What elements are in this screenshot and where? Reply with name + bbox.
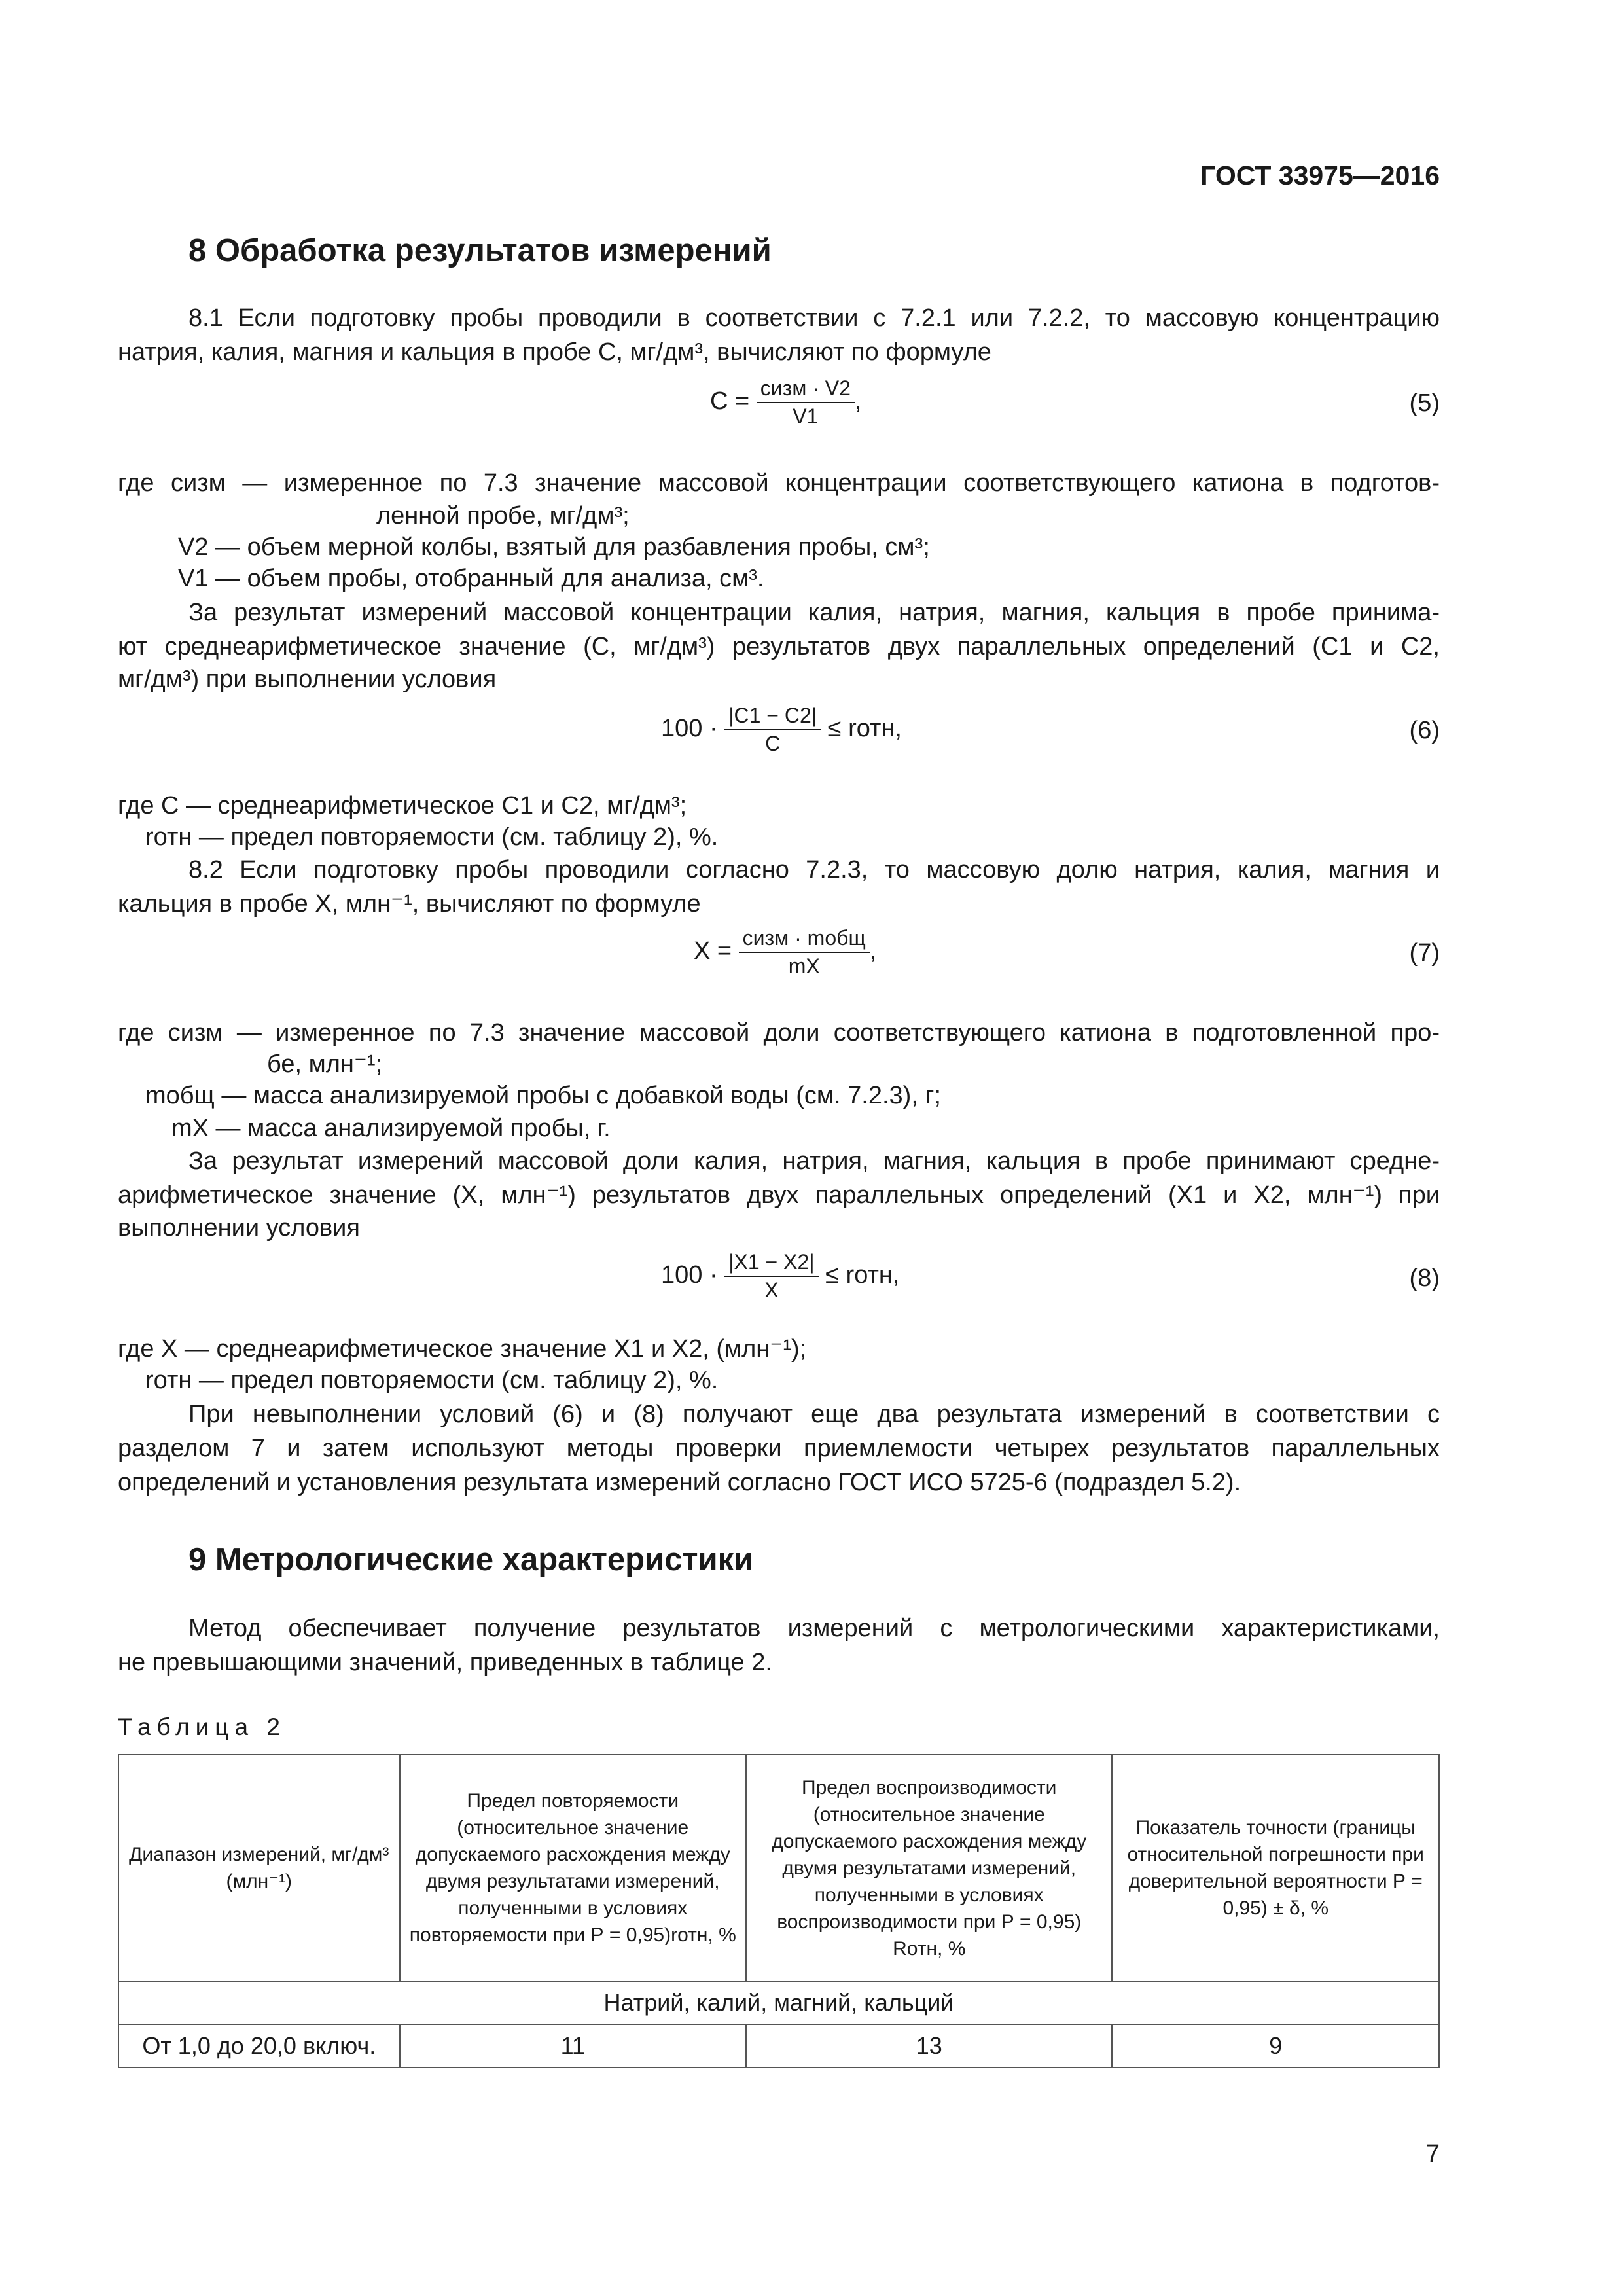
section-9-title: 9 Метрологические характеристики: [188, 1542, 754, 1577]
formula-7-lhs: X =: [694, 937, 732, 965]
table-2-caption: Таблица 2: [118, 1713, 286, 1740]
formula-8-denominator: X: [764, 1278, 779, 1302]
result-share-line-1: За результат измерений массовой доли калия, натрия, магния, кальция в пробе принимают средне-: [188, 1147, 1440, 1175]
paragraph-8-1-line-1: 8.1 Если подготовку пробы проводили в соответствии с 7.2.1 или 7.2.2, то массовую концентрацию: [188, 304, 1440, 332]
section-9-paragraph-line-2: не превышающими значений, приведенных в таблице 2.: [118, 1649, 772, 1676]
header-accuracy: Показатель точности (границы относительной погрешности при доверительной вероятности Р = 0,95) ± δ, %: [1112, 1755, 1439, 1981]
where-5-line-3: V2 — объем мерной колбы, взятый для разбавления пробы, см³;: [178, 533, 930, 561]
formula-5-numerator: cизм · V2: [757, 376, 855, 403]
failure-line-3: определений и установления результата измерений согласно ГОСТ ИСО 5725-6 (подраздел 5.2).: [118, 1469, 1241, 1496]
formula-6-lhs: 100 ·: [661, 715, 718, 743]
where-5-line-2: ленной пробе, мг/дм³;: [376, 502, 630, 529]
table-group-row: [118, 1981, 1439, 2024]
formula-8-lhs: 100 ·: [661, 1261, 718, 1289]
table-row: [118, 2024, 1439, 2068]
cell-range: От 1,0 до 20,0 включ.: [118, 2024, 400, 2068]
formula-8: [661, 1250, 899, 1302]
where-7-line-3: mобщ — масса анализируемой пробы с добавкой воды (см. 7.2.3), г;: [145, 1082, 941, 1109]
formula-5: [710, 376, 861, 429]
where-5-line-4: V1 — объем пробы, отобранный для анализа, см³.: [178, 565, 764, 592]
formula-8-rhs: ≤ rотн,: [825, 1261, 900, 1289]
paragraph-8-2-line-1: 8.2 Если подготовку пробы проводили согласно 7.2.3, то массовую долю натрия, калия, магния и: [188, 856, 1440, 884]
table-header-row: [118, 1755, 1439, 1981]
equation-number-7: (7): [1409, 939, 1440, 967]
equation-number-6: (6): [1409, 717, 1440, 744]
paragraph-8-1-line-2: натрия, калия, магния и кальция в пробе С, мг/дм³, вычисляют по формуле: [118, 338, 991, 366]
group-label: Натрий, калий, магний, кальций: [118, 1981, 1439, 2024]
result-conc-line-1: За результат измерений массовой концентрации калия, натрия, магния, кальция в пробе принима-: [188, 599, 1440, 626]
metrology-table: [118, 1754, 1440, 2068]
result-share-line-2: арифметическое значение (Х, млн⁻¹) результатов двух параллельных определений (Х1 и Х2, млн⁻¹) при: [118, 1181, 1440, 1209]
formula-7: [694, 926, 876, 978]
failure-line-2: разделом 7 и затем используют методы проверки приемлемости четырех результатов параллельных: [118, 1435, 1440, 1462]
formula-6: [661, 704, 902, 756]
where-6-line-1: где С — среднеарифметическое С1 и С2, мг/дм³;: [118, 792, 687, 819]
formula-5-denominator: V1: [793, 404, 819, 428]
formula-6-denominator: C: [765, 732, 781, 755]
section-9-paragraph-line-1: Метод обеспечивает получение результатов измерений с метрологическими характеристиками,: [188, 1615, 1440, 1642]
equation-number-8: (8): [1409, 1265, 1440, 1292]
where-6-line-2: rотн — предел повторяемости (см. таблицу 2), %.: [145, 823, 719, 851]
result-conc-line-3: мг/дм³) при выполнении условия: [118, 666, 497, 693]
section-8-title: 8 Обработка результатов измерений: [188, 233, 772, 268]
result-conc-line-2: ют среднеарифметическое значение (С, мг/дм³) результатов двух параллельных определений (С1 и С2,: [118, 633, 1440, 660]
formula-6-rhs: ≤ rотн,: [827, 715, 902, 743]
formula-5-tail: ,: [854, 387, 862, 416]
where-8-line-2: rотн — предел повторяемости (см. таблицу 2), %.: [145, 1367, 719, 1394]
where-7-line-2: бе, млн⁻¹;: [267, 1050, 383, 1078]
cell-reproducibility: 13: [746, 2024, 1113, 2068]
equation-number-5: (5): [1409, 389, 1440, 417]
where-5-line-1: где cизм — измеренное по 7.3 значение массовой концентрации соответствующего катиона в подготов-: [118, 469, 1440, 497]
result-share-line-3: выполнении условия: [118, 1214, 360, 1242]
formula-5-lhs: С =: [710, 387, 750, 416]
where-8-line-1: где Х — среднеарифметическое значение Х1 и Х2, (млн⁻¹);: [118, 1335, 807, 1363]
paragraph-8-2-line-2: кальция в пробе Х, млн⁻¹, вычисляют по формуле: [118, 890, 701, 918]
header-repeatability: Предел повторяемости (относительное значение допускаемого расхождения между двумя результатами измерений, полученными в условиях повторяемости при Р = 0,95)rотн, %: [400, 1755, 746, 1981]
header-reproducibility: Предел воспроизводимости (относительное значение допускаемого расхождения между двумя результатами измерений, полученными в условиях воспроизводимости при Р = 0,95) Rотн, %: [746, 1755, 1113, 1981]
formula-6-numerator: |C1 − C2|: [724, 704, 821, 730]
where-7-line-1: где cизм — измеренное по 7.3 значение массовой доли соответствующего катиона в подготовленной про-: [118, 1019, 1440, 1047]
formula-7-tail: ,: [869, 937, 877, 965]
cell-accuracy: 9: [1112, 2024, 1439, 2068]
header-range: Диапазон измерений, мг/дм³ (млн⁻¹): [118, 1755, 400, 1981]
page-number: 7: [1425, 2140, 1440, 2168]
document-header: ГОСТ 33975—2016: [1200, 160, 1440, 190]
formula-7-numerator: cизм · mобщ: [739, 926, 870, 953]
where-7-line-4: mX — масса анализируемой пробы, г.: [171, 1115, 611, 1142]
formula-8-numerator: |X1 − X2|: [724, 1250, 818, 1277]
cell-repeatability: 11: [400, 2024, 746, 2068]
failure-line-1: При невыполнении условий (6) и (8) получают еще два результата измерений в соответствии с: [188, 1401, 1440, 1428]
formula-7-denominator: mX: [788, 954, 820, 978]
